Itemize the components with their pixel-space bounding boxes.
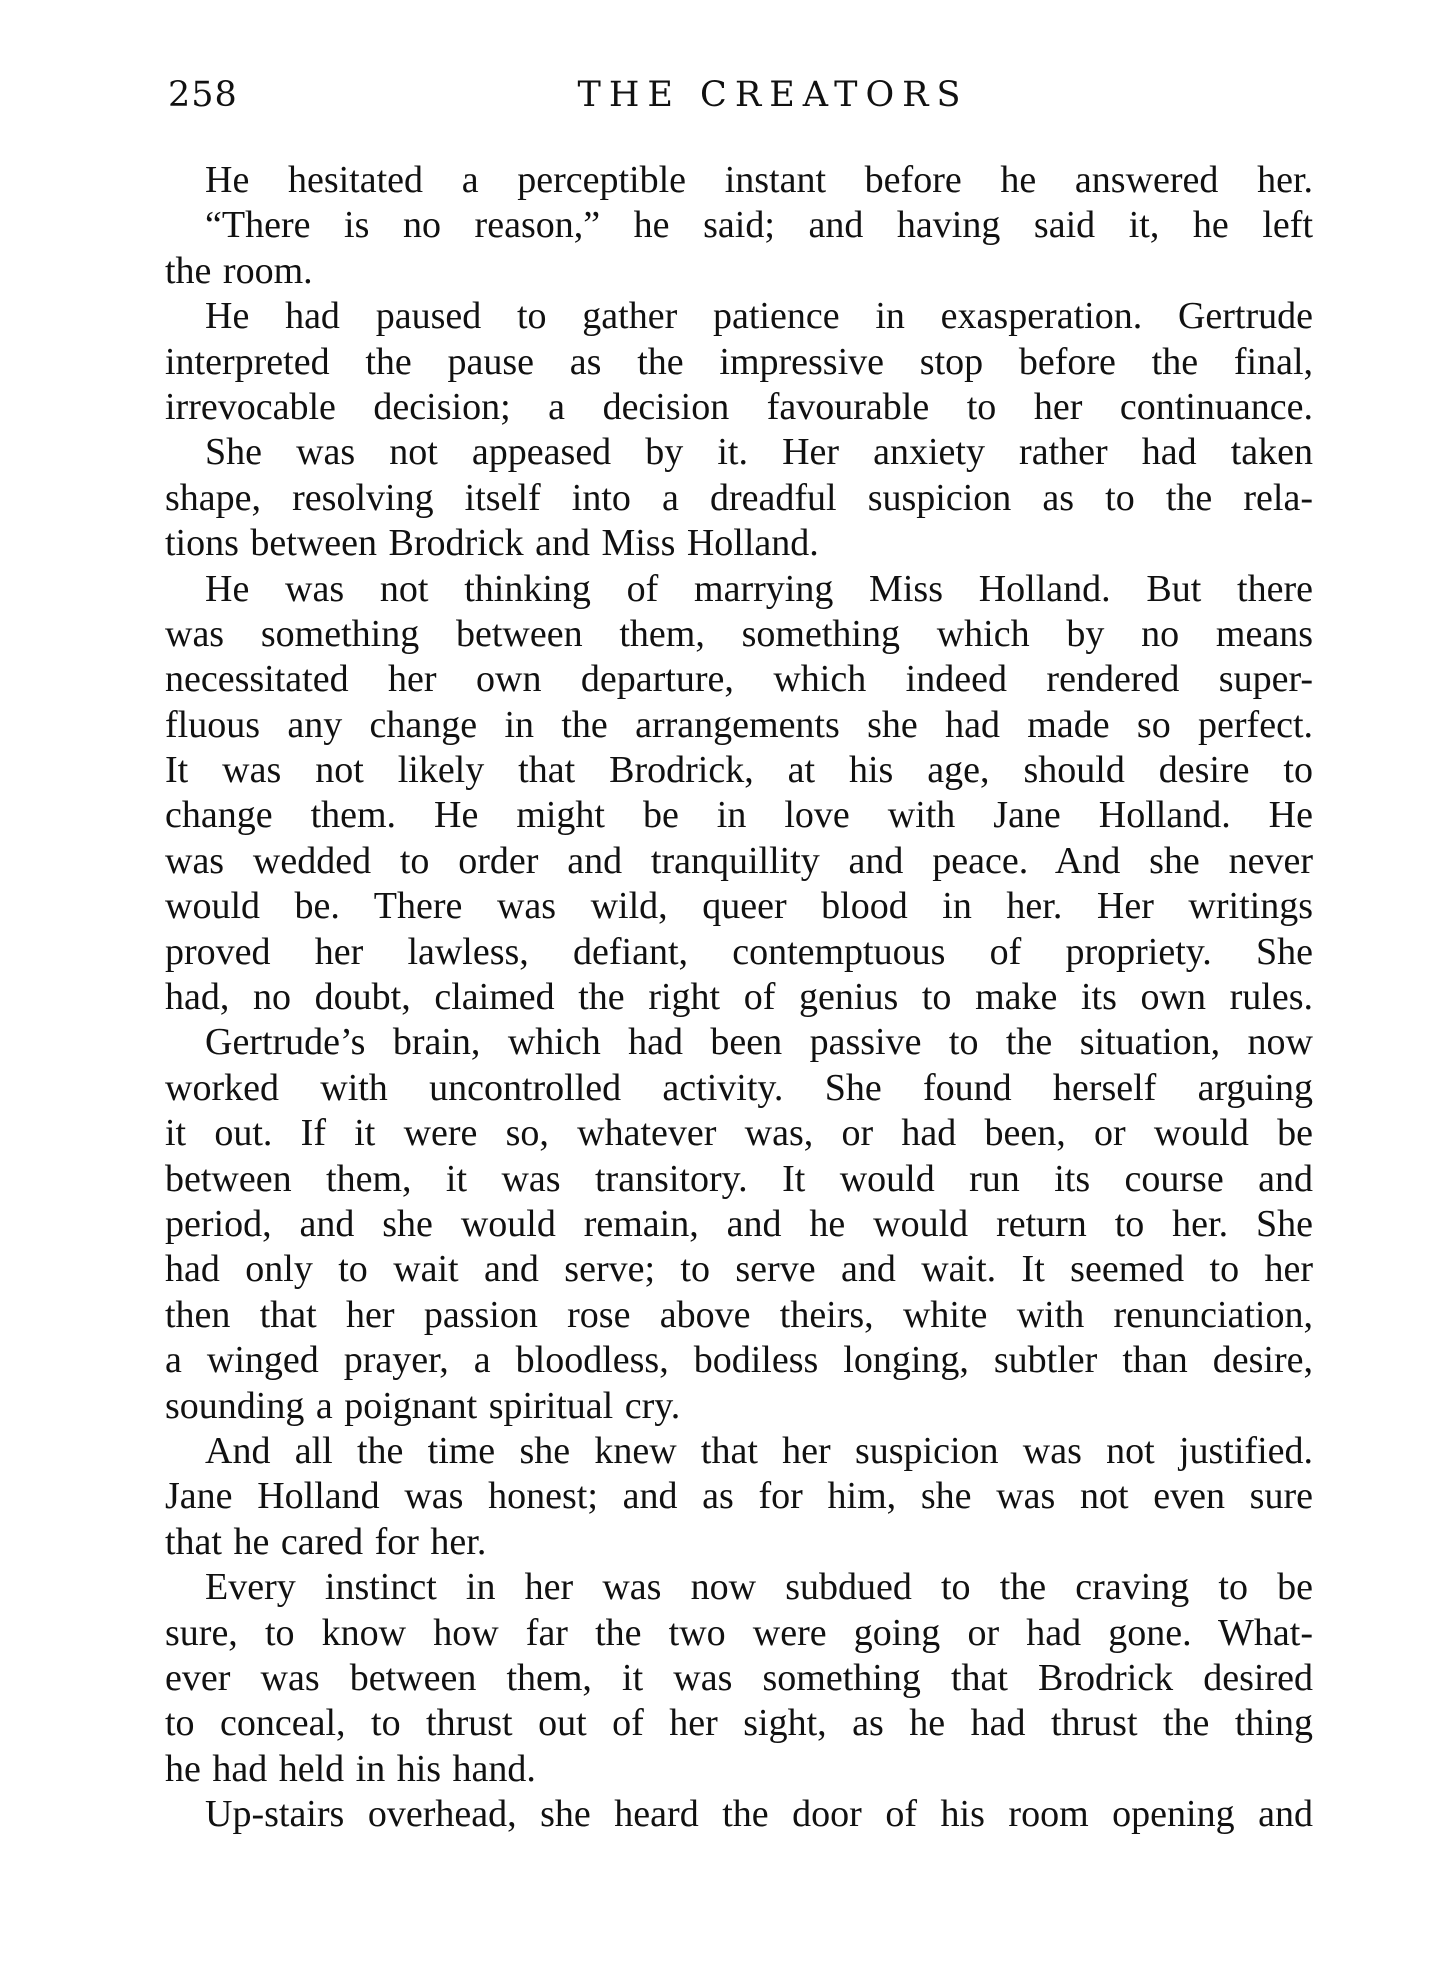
text-line: then that her passion rose above theirs, white with renunciation,	[165, 1293, 1313, 1336]
text-line: interpreted the pause as the impressive stop before the final,	[165, 340, 1313, 383]
body-text	[165, 158, 1313, 1837]
text-line: He was not thinking of marrying Miss Holland. But there	[205, 567, 1313, 610]
text-line: fluous any change in the arrangements she had made so perfect.	[165, 703, 1313, 746]
text-line: It was not likely that Brodrick, at his age, should desire to	[165, 749, 1313, 792]
text-line: He had paused to gather patience in exasperation. Gertrude	[205, 295, 1313, 338]
text-line: a winged prayer, a bloodless, bodiless longing, subtler than desire,	[165, 1339, 1313, 1382]
text-line: And all the time she knew that her suspicion was not justified.	[205, 1429, 1313, 1472]
text-line: She was not appeased by it. Her anxiety rather had taken	[205, 431, 1313, 474]
text-line: would be. There was wild, queer blood in her. Her writings	[165, 885, 1313, 928]
text-line: Jane Holland was honest; and as for him, she was not even sure	[165, 1475, 1313, 1518]
text-line: sure, to know how far the two were going or had gone. What-	[165, 1611, 1313, 1654]
text-line: proved her lawless, defiant, contemptuous of propriety. She	[165, 930, 1313, 973]
text-line: necessitated her own departure, which indeed rendered super-	[165, 658, 1313, 701]
text-line: to conceal, to thrust out of her sight, as he had thrust the thing	[165, 1702, 1313, 1745]
text-line: sounding a poignant spiritual cry.	[165, 1384, 681, 1427]
text-line: was something between them, something which by no means	[165, 612, 1313, 655]
text-line: between them, it was transitory. It would run its course and	[165, 1157, 1313, 1200]
text-line: Up-stairs overhead, she heard the door of his room opening and	[205, 1793, 1313, 1836]
text-line: irrevocable decision; a decision favourable to her continuance.	[165, 385, 1313, 428]
text-line: he had held in his hand.	[165, 1747, 536, 1790]
text-line: it out. If it were so, whatever was, or had been, or would be	[165, 1112, 1313, 1155]
text-line: He hesitated a perceptible instant before he answered her.	[205, 159, 1313, 201]
page-number: 258	[168, 75, 238, 115]
text-line: that he cared for her.	[165, 1520, 487, 1563]
text-line: ever was between them, it was something that Brodrick desired	[165, 1656, 1313, 1699]
page-header	[168, 70, 1318, 120]
text-line: Every instinct in her was now subdued to the craving to be	[205, 1566, 1313, 1609]
text-line: had, no doubt, claimed the right of genius to make its own rules.	[165, 976, 1313, 1019]
text-line: tions between Brodrick and Miss Holland.	[165, 522, 819, 565]
text-line: the room.	[165, 249, 313, 292]
text-line: period, and she would remain, and he would return to her. She	[165, 1202, 1313, 1245]
text-line: had only to wait and serve; to serve and wait. It seemed to her	[165, 1248, 1313, 1291]
text-line: “There is no reason,” he said; and having said it, he left	[205, 204, 1313, 247]
running-title: THE CREATORS	[577, 75, 969, 115]
text-line: shape, resolving itself into a dreadful suspicion as to the rela-	[165, 476, 1313, 519]
text-line: worked with uncontrolled activity. She found herself arguing	[165, 1066, 1313, 1109]
text-line: Gertrude’s brain, which had been passive to the situation, now	[205, 1021, 1313, 1064]
text-line: was wedded to order and tranquillity and peace. And she never	[165, 839, 1313, 882]
text-line: change them. He might be in love with Jane Holland. He	[165, 794, 1313, 837]
